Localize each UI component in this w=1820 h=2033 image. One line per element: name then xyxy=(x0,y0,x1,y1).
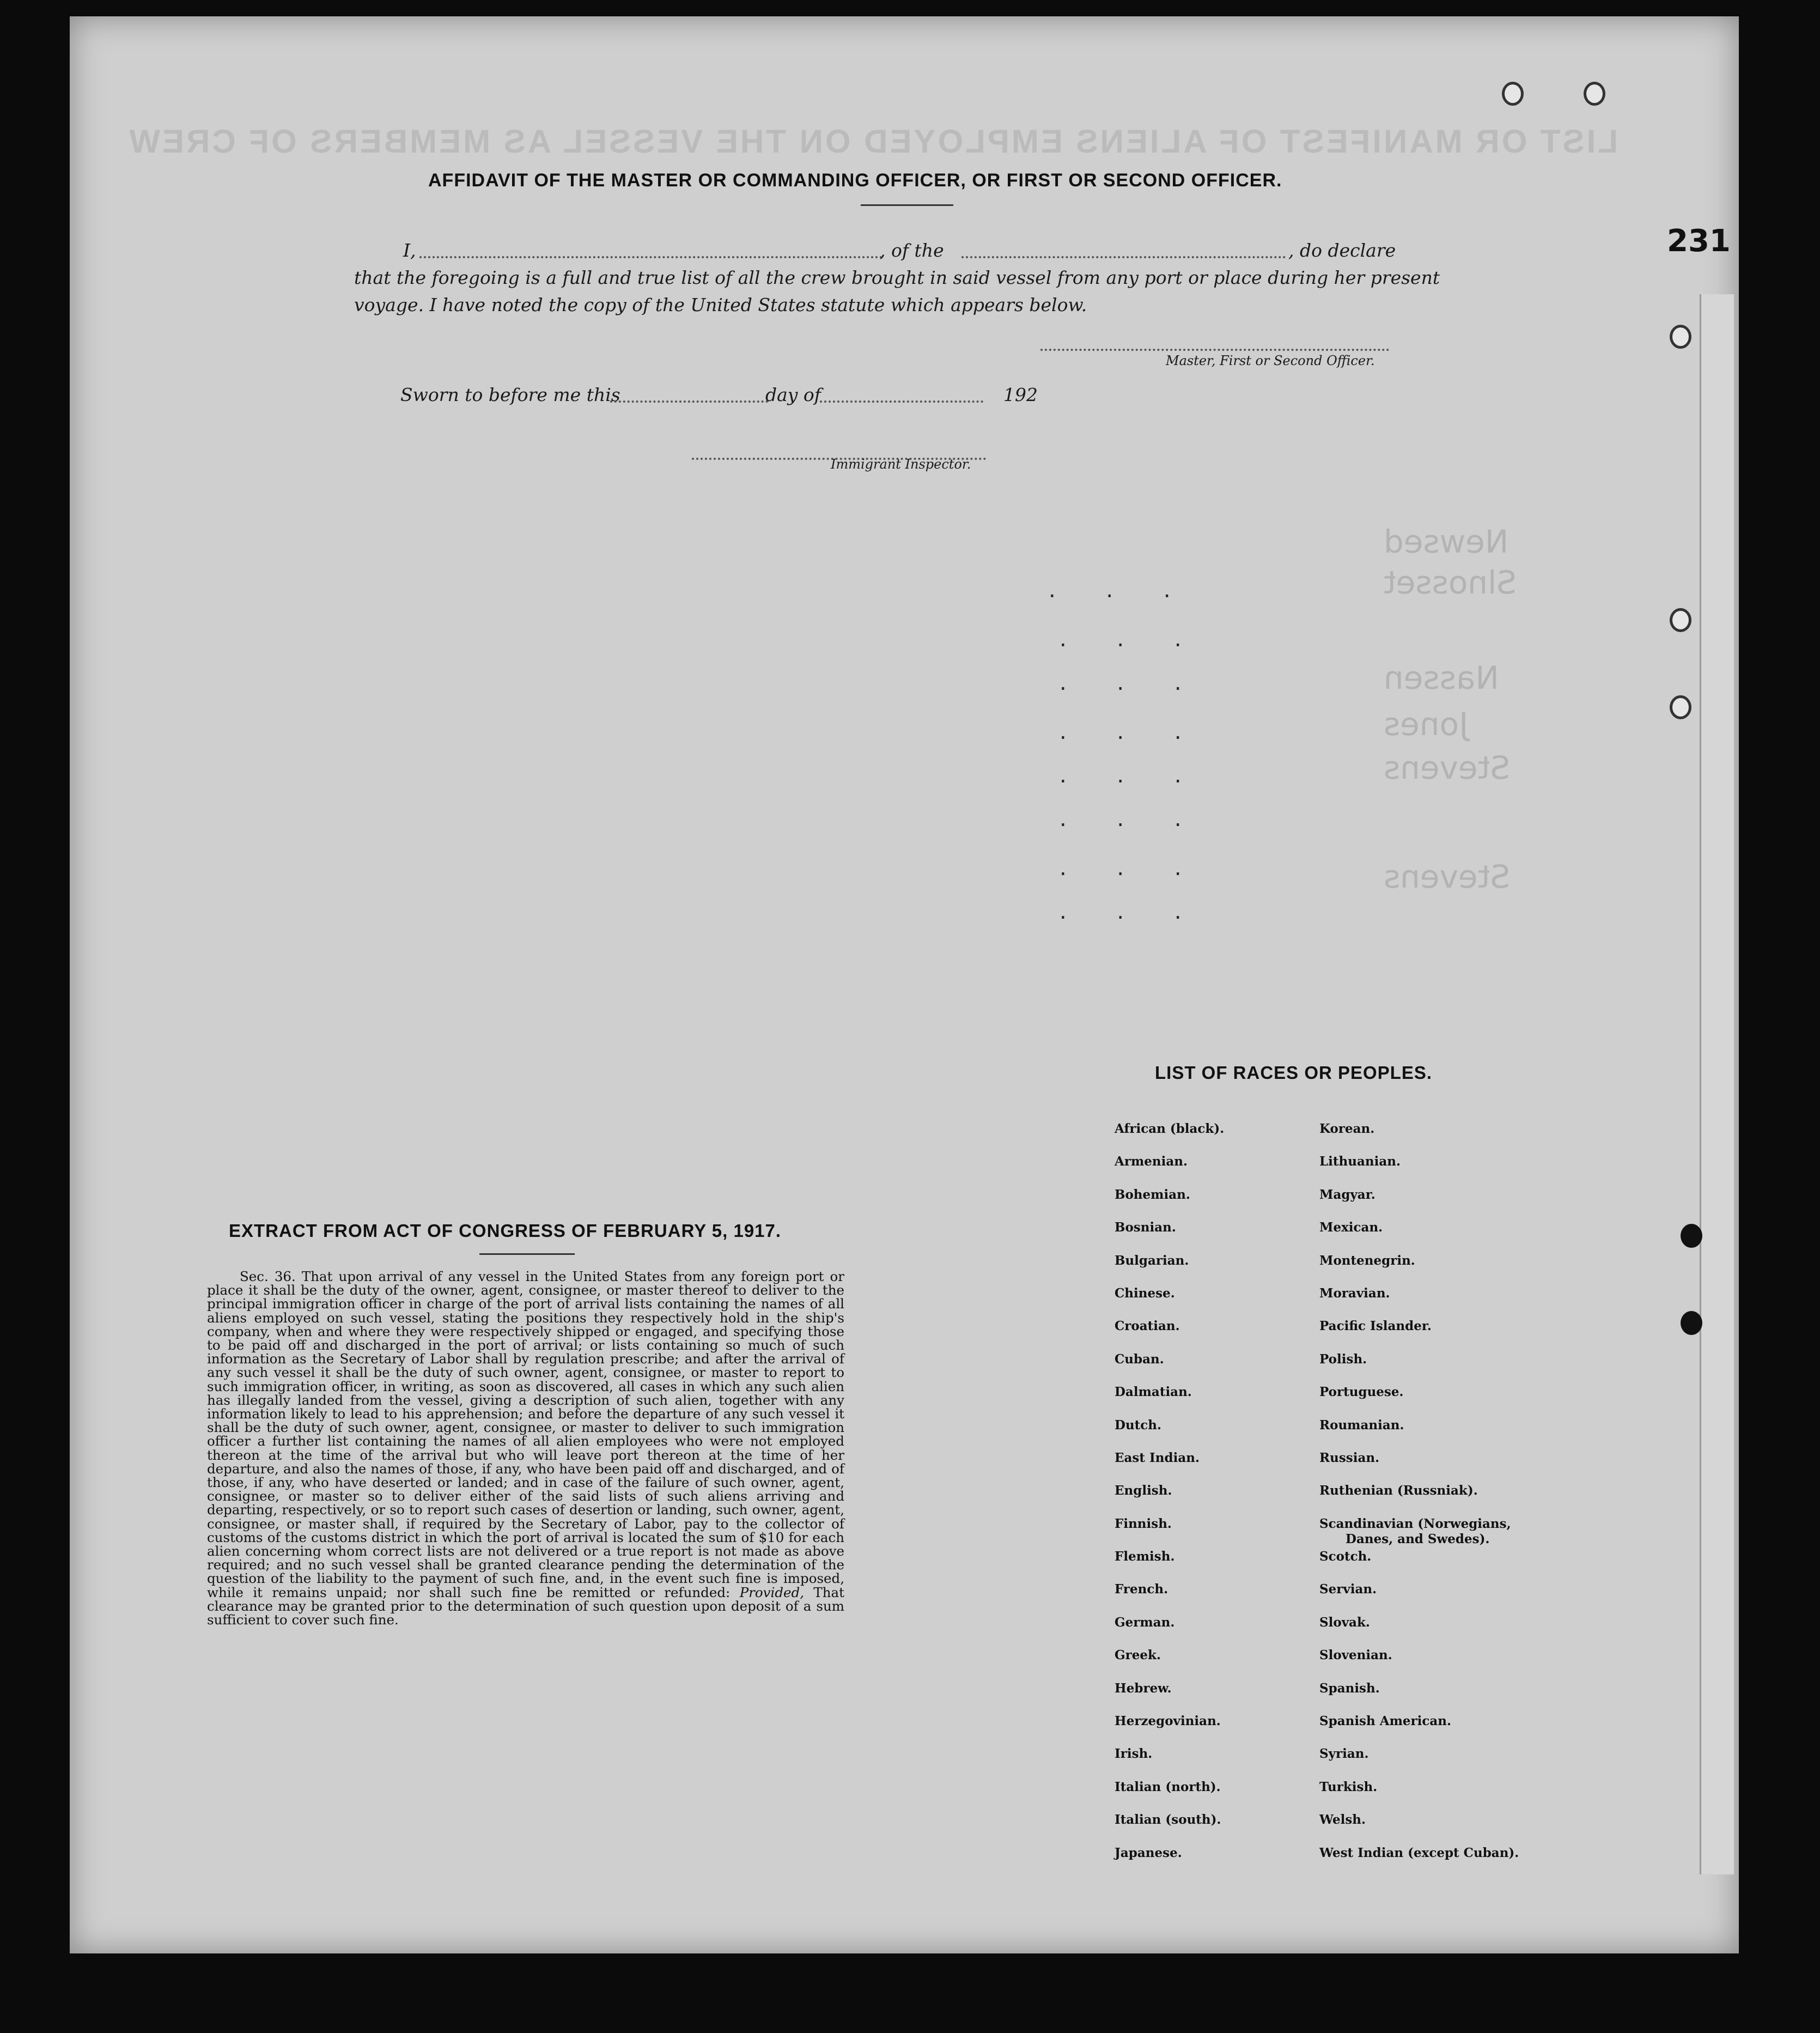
ditto-marks: . . . xyxy=(1060,627,1203,652)
race-item: Italian (north). xyxy=(1115,1779,1221,1794)
race-item: Croatian. xyxy=(1115,1319,1180,1334)
race-item: East Indian. xyxy=(1115,1450,1200,1465)
race-item: Herzegovinian. xyxy=(1115,1714,1221,1729)
race-item: Scandinavian (Norwegians, xyxy=(1319,1516,1511,1531)
punch-hole xyxy=(1681,1224,1702,1248)
race-item: Chinese. xyxy=(1115,1285,1175,1301)
punch-hole xyxy=(1502,82,1524,106)
race-item: Finnish. xyxy=(1115,1516,1172,1531)
race-item: West Indian (except Cuban). xyxy=(1319,1845,1519,1860)
day-line xyxy=(610,400,768,403)
ditto-marks: . . . xyxy=(1060,670,1203,695)
race-item: Korean. xyxy=(1319,1121,1375,1136)
race-item: Armenian. xyxy=(1115,1154,1188,1169)
race-item: Magyar. xyxy=(1319,1187,1375,1202)
bleed-through-name: Jones xyxy=(1384,706,1469,743)
affidavit-do-declare: , do declare xyxy=(1288,240,1396,261)
race-item: Turkish. xyxy=(1319,1779,1378,1794)
extract-provided: Provided, xyxy=(739,1584,804,1600)
sworn-label: Sworn to before me this xyxy=(400,384,620,405)
race-item: Portuguese. xyxy=(1319,1385,1404,1400)
races-title: LIST OF RACES OR PEOPLES. xyxy=(1155,1063,1433,1083)
race-item: Bohemian. xyxy=(1115,1187,1190,1202)
extract-tail: That clearance may be granted prior to the determination of such question upon deposit of a sum sufficient to cover such fine. xyxy=(207,1584,844,1628)
inspector-caption: Immigrant Inspector. xyxy=(831,457,971,472)
race-item: Slovak. xyxy=(1319,1615,1370,1630)
race-item: Montenegrin. xyxy=(1319,1253,1415,1268)
races-column-1 xyxy=(1115,1121,1224,1878)
page-number: 231 xyxy=(1667,223,1731,259)
race-item: Flemish. xyxy=(1115,1549,1175,1564)
bleed-through-name: Stevens xyxy=(1384,749,1511,786)
punch-hole xyxy=(1584,82,1605,106)
affidavit-line3: voyage. I have noted the copy of the United States statute which appears below. xyxy=(354,294,1087,315)
signature-line xyxy=(1040,349,1389,351)
position-line xyxy=(961,256,1286,258)
punch-hole xyxy=(1670,608,1691,632)
race-item: German. xyxy=(1115,1615,1175,1630)
ditto-marks: . . . xyxy=(1060,806,1203,832)
race-item: Bulgarian. xyxy=(1115,1253,1189,1268)
ditto-marks: . . . xyxy=(1060,719,1203,744)
race-item: French. xyxy=(1115,1582,1168,1597)
race-item: Dalmatian. xyxy=(1115,1385,1192,1400)
bleed-through-name: Nassen xyxy=(1384,659,1499,696)
race-item: Japanese. xyxy=(1115,1845,1182,1860)
race-item: Pacific Islander. xyxy=(1319,1319,1432,1334)
race-item: Cuban. xyxy=(1115,1351,1164,1367)
punch-hole xyxy=(1681,1311,1702,1335)
race-item: Polish. xyxy=(1319,1351,1367,1367)
race-item: Servian. xyxy=(1319,1582,1377,1597)
race-item: Spanish. xyxy=(1319,1680,1380,1696)
extract-text: That upon arrival of any vessel in the United States from any foreign port or place it shall be the duty of the owner, agent, consignee, or master thereof to deliver to the principal immigration officer in charge of the port of arrival lists containing the names of all aliens employed on such vessel, stating the positions they respectively hold in the ship's company, when and where they were respectively shipped or engaged, and specifying those to be paid off and discharged in the port of arrival; or lists containing so much of such information as the Secretary of Labor shall by regulation prescribe; and after the arrival of any such vessel it shall be the duty of such owner, agent, consignee, or master to report to such immigration officer, in writing, as soon as discovered, all cases in which any such alien has illegally landed from the vessel, giving a description of such alien, together with any information likely to lead to his apprehension; and before the departure of any such vessel it shall be the duty of such owner, agent, consignee, or master to deliver to such immigration officer a further list containing the names of all alien employees who were not employed thereon at the time of the arrival but who will leave port thereon at the time of her departure, and also the names of those, if any, who have been paid off and discharged, and of those, if any, who have deserted or landed; and in case of the failure of such owner, agent, consignee, or master so to deliver either of the said lists of such aliens arriving and departing, respectively, or so to report such cases of desertion or landing, such owner, agent, consignee, or master shall, if required by the Secretary of Labor, pay to the collector of customs of the customs district in which the port of arrival is located the sum of $10 for each alien concerning whom correct lists are not delivered or a true report is not made as above required; and no such vessel shall be granted clearance pending the determination of the question of the liability to the payment of such fine, and, in the event such fine is imposed, while it remains unpaid; nor shall such fine be remitted or refunded: xyxy=(207,1269,845,1600)
race-item: Roumanian. xyxy=(1319,1417,1404,1433)
year: 192 xyxy=(1003,384,1038,405)
bleed-through-name: Slnosset xyxy=(1384,564,1517,601)
ditto-marks: . . . xyxy=(1060,855,1203,881)
title-rule xyxy=(861,204,953,206)
affidavit-i: I, xyxy=(403,240,416,261)
ditto-marks: . . . xyxy=(1060,899,1203,924)
bleed-through-name: Stevens xyxy=(1384,858,1511,895)
affidavit-line2: that the foregoing is a full and true list of all the crew brought in said vessel from any port or place during her present xyxy=(354,267,1440,288)
race-item: Lithuanian. xyxy=(1319,1154,1401,1169)
race-item: Irish. xyxy=(1115,1746,1153,1762)
extract-title: EXTRACT FROM ACT OF CONGRESS OF FEBRUARY 5, 1917. xyxy=(229,1221,782,1241)
bleed-through-header: LIST OR MANIFEST OF ALIENS EMPLOYED ON THE VESSEL AS MEMBERS OF CREW xyxy=(127,123,1618,160)
day-of: day of xyxy=(765,384,821,405)
race-item: Greek. xyxy=(1115,1648,1161,1663)
race-item: Slovenian. xyxy=(1319,1648,1392,1663)
extract-rule xyxy=(479,1253,575,1255)
race-item: Moravian. xyxy=(1319,1285,1390,1301)
extract-body xyxy=(207,1270,844,1627)
race-item: English. xyxy=(1115,1483,1172,1498)
race-item: Russian. xyxy=(1319,1450,1380,1465)
race-item: Syrian. xyxy=(1319,1746,1369,1762)
bleed-through-name: Newsed xyxy=(1384,523,1509,560)
affidavit-title: AFFIDAVIT OF THE MASTER OR COMMANDING OFFICER, OR FIRST OR SECOND OFFICER. xyxy=(428,170,1282,191)
punch-hole xyxy=(1670,695,1691,719)
signature-caption: Master, First or Second Officer. xyxy=(1166,353,1375,368)
affidavit-of-the: , of the xyxy=(880,240,944,261)
races-column-2 xyxy=(1319,1121,1519,1878)
ditto-marks: . . . xyxy=(1049,578,1192,603)
race-item: Dutch. xyxy=(1115,1417,1162,1433)
punch-hole xyxy=(1670,325,1691,349)
race-item: Ruthenian (Russniak). xyxy=(1319,1483,1478,1498)
ditto-marks: . . . xyxy=(1060,763,1203,788)
page-edge xyxy=(1700,294,1734,1874)
race-item: Spanish American. xyxy=(1319,1714,1452,1729)
race-item: Welsh. xyxy=(1319,1812,1366,1828)
race-item: African (black). xyxy=(1115,1121,1225,1136)
race-item: Danes, and Swedes). xyxy=(1346,1531,1490,1546)
extract-section: Sec. 36. xyxy=(240,1269,296,1284)
race-item: Hebrew. xyxy=(1115,1680,1172,1696)
race-item: Bosnian. xyxy=(1115,1220,1176,1235)
race-item: Scotch. xyxy=(1319,1549,1372,1564)
race-item: Mexican. xyxy=(1319,1220,1383,1235)
name-line xyxy=(419,256,882,258)
race-item: Italian (south). xyxy=(1115,1812,1221,1828)
month-line xyxy=(820,400,983,403)
